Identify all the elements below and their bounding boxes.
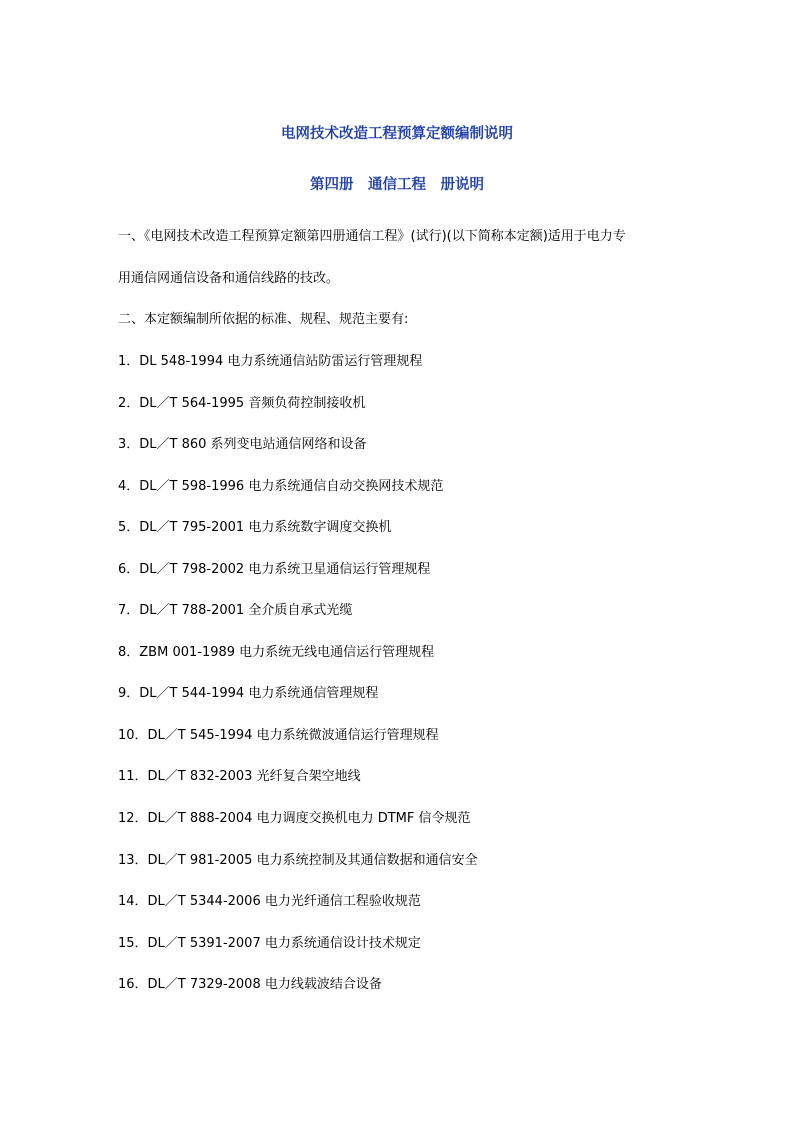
standard-item: 15．DL／T 5391-2007 电力系统通信设计技术规定 (118, 936, 421, 951)
standard-item: 10．DL／T 545-1994 电力系统微波通信运行管理规程 (118, 728, 439, 743)
paragraph-1-line-2: 用通信网通信设备和通信线路的技改。 (118, 271, 340, 286)
standard-item: 12．DL／T 888-2004 电力调度交换机电力 DTMF 信令规范 (118, 811, 471, 826)
standard-item: 7．DL／T 788-2001 全介质自承式光缆 (118, 603, 353, 618)
paragraph-2: 二、本定额编制所依据的标准、规程、规范主要有: (118, 312, 409, 327)
standard-item: 4．DL／T 598-1996 电力系统通信自动交换网技术规范 (118, 479, 444, 494)
standard-item: 2．DL／T 564-1995 音频负荷控制接收机 (118, 396, 366, 411)
document-title: 电网技术改造工程预算定额编制说明 (281, 126, 513, 142)
standard-item: 16．DL／T 7329-2008 电力线载波结合设备 (118, 977, 382, 992)
standard-item: 8．ZBM 001-1989 电力系统无线电通信运行管理规程 (118, 645, 435, 660)
standard-item: 9．DL／T 544-1994 电力系统通信管理规程 (118, 686, 379, 701)
standard-item: 6．DL／T 798-2002 电力系统卫星通信运行管理规程 (118, 562, 431, 577)
standard-item: 5．DL／T 795-2001 电力系统数字调度交换机 (118, 520, 392, 535)
paragraph-1-line-1: 一、《电网技术改造工程预算定额第四册通信工程》(试行)(以下简称本定额)适用于电力专 (118, 229, 626, 244)
document-subtitle: 第四册 通信工程 册说明 (310, 177, 484, 193)
standard-item: 1．DL 548-1994 电力系统通信站防雷运行管理规程 (118, 354, 423, 369)
standard-item: 11．DL／T 832-2003 光纤复合架空地线 (118, 769, 361, 784)
standard-item: 14．DL／T 5344-2006 电力光纤通信工程验收规范 (118, 894, 421, 909)
standard-item: 13．DL／T 981-2005 电力系统控制及其通信数据和通信安全 (118, 853, 478, 868)
standard-item: 3．DL／T 860 系列变电站通信网络和设备 (118, 437, 367, 452)
